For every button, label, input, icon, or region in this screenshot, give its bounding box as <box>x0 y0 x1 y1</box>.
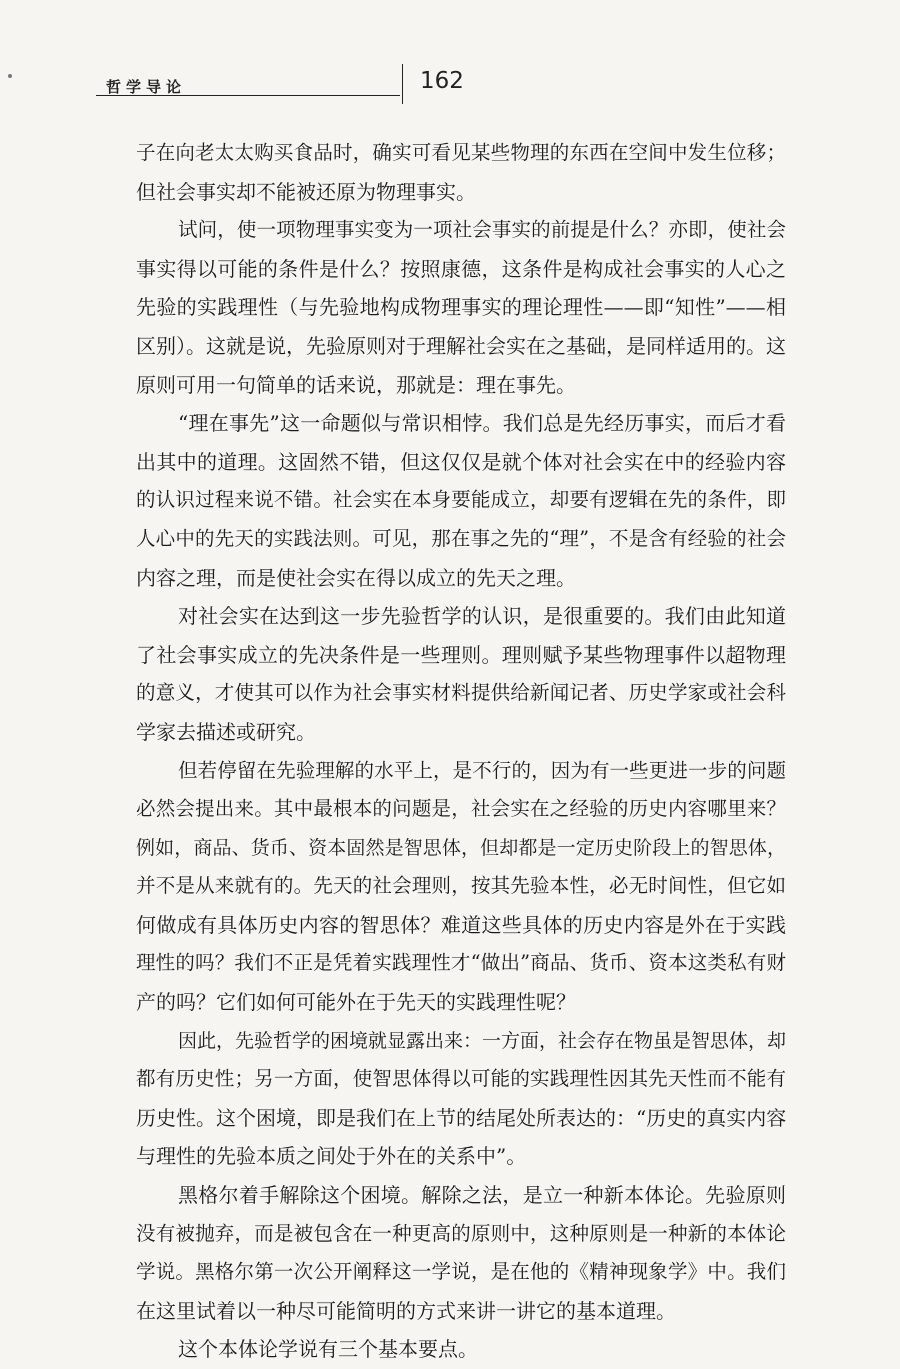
running-header <box>96 64 816 108</box>
text-line: 对社会实在达到这一步先验哲学的认识，是很重要的。我们由此知道 <box>178 604 786 629</box>
text-line: 了社会事实成立的先决条件是一些理则。理则赋予某些物理事件以超物理 <box>136 642 786 667</box>
paragraph <box>136 752 786 1022</box>
running-title: 哲学导论 <box>106 78 187 96</box>
text-line: 的意义，才使其可以作为社会事实材料提供给新闻记者、历史学家或社会科 <box>136 681 786 705</box>
scan-speck <box>8 74 12 78</box>
text-line: 学说。黑格尔第一次公开阐释这一学说，是在他的《精神现象学》中。我们 <box>136 1260 786 1284</box>
text-line: 学家去描述或研究。 <box>136 719 316 744</box>
text-line: 但社会事实却不能被还原为物理事实。 <box>136 179 476 204</box>
header-divider <box>402 64 403 104</box>
body-text <box>136 134 786 1369</box>
paragraph <box>136 597 786 751</box>
text-line: 这个本体论学说有三个基本要点。 <box>178 1337 478 1362</box>
text-line: 试问，使一项物理事实变为一项社会事实的前提是什么？亦即，使社会 <box>178 218 786 242</box>
header-rule <box>96 95 400 96</box>
text-line: 出其中的道理。这固然不错，但这仅仅是就个体对社会实在中的经验内容 <box>136 449 786 474</box>
text-line: 没有被抛弃，而是被包含在一种更高的原则中，这种原则是一种新的本体论 <box>136 1221 786 1245</box>
text-line: 内容之理，而是使社会实在得以成立的先天之理。 <box>136 565 576 590</box>
text-line: 历史性。这个困境，即是我们在上节的结尾处所表达的：“历史的真实内容 <box>136 1105 787 1130</box>
page-number: 162 <box>420 68 464 94</box>
text-line: 理性的吗？我们不正是凭着实践理性才“做出”商品、货币、资本这类私有财 <box>136 951 786 975</box>
paragraph <box>136 404 786 597</box>
text-line: 何做成有具体历史内容的智思体？难道这些具体的历史内容是外在于实践 <box>136 912 786 937</box>
text-line: 子在向老太太购买食品时，确实可看见某些物理的东西在空间中发生位移； <box>136 141 786 164</box>
paragraph <box>136 134 786 211</box>
paragraph <box>136 211 786 404</box>
text-line: 先验的实践理性（与先验地构成物理事实的理论理性——即“知性”——相 <box>136 295 786 320</box>
text-line: 必然会提出来。其中最根本的问题是，社会实在之经验的历史内容哪里来？ <box>136 797 786 821</box>
text-line: 例如，商品、货币、资本固然是智思体，但却都是一定历史阶段上的智思体， <box>136 836 786 859</box>
text-line: “理在事先”这一命题似与常识相悖。我们总是先经历事实，而后才看 <box>178 411 786 436</box>
text-line: 但若停留在先验理解的水平上，是不行的，因为有一些更进一步的问题 <box>178 758 786 782</box>
text-line: 事实得以可能的条件是什么？按照康德，这条件是构成社会事实的人心之 <box>136 256 786 281</box>
text-line: 在这里试着以一种尽可能简明的方式来讲一讲它的基本道理。 <box>136 1298 676 1323</box>
paragraph <box>136 1176 786 1330</box>
paragraph <box>136 1330 786 1369</box>
paragraph <box>136 1022 786 1176</box>
text-line: 产的吗？它们如何可能外在于先天的实践理性呢？ <box>136 990 576 1015</box>
text-line: 人心中的先天的实践法则。可见，那在事之先的“理”，不是含有经验的社会 <box>136 526 786 550</box>
text-line: 黑格尔着手解除这个困境。解除之法，是立一种新本体论。先验原则 <box>178 1183 786 1208</box>
text-line: 与理性的先验本质之间处于外在的关系中”。 <box>136 1144 527 1169</box>
text-line: 并不是从来就有的。先天的社会理则，按其先验本性，必无时间性，但它如 <box>136 874 786 898</box>
text-line: 区别）。这就是说，先验原则对于理解社会实在之基础，是同样适用的。这 <box>136 333 786 358</box>
text-line: 因此，先验哲学的困境就显露出来：一方面，社会存在物虽是智思体，却 <box>178 1029 787 1052</box>
text-line: 都有历史性；另一方面，使智思体得以可能的实践理性因其先天性而不能有 <box>136 1067 786 1091</box>
text-line: 的认识过程来说不错。社会实在本身要能成立，却要有逻辑在先的条件，即 <box>136 488 786 512</box>
text-line: 原则可用一句简单的话来说，那就是：理在事先。 <box>136 372 576 397</box>
